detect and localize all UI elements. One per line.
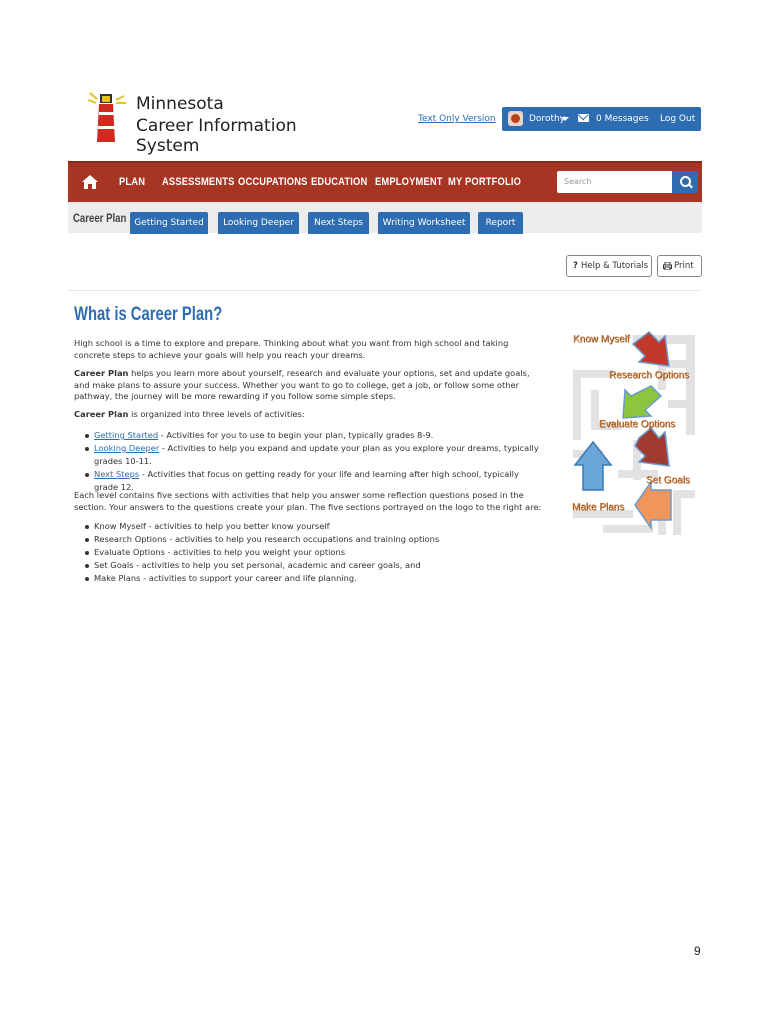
mcis-logo[interactable] [84, 90, 344, 156]
page-number: 9 [694, 944, 701, 958]
divider [68, 290, 702, 291]
help-tutorials-label: Help & Tutorials [581, 261, 649, 271]
list-item: Research Options - activities to help you research occupations and training options [84, 533, 544, 546]
list-item: Make Plans - activities to support your career and life planning. [84, 572, 544, 585]
page-title: What is Career Plan? [74, 304, 223, 325]
research-options-label: Research Options [609, 370, 690, 381]
home-icon[interactable] [82, 175, 98, 189]
level-description: - Activities that focus on getting ready for your life and learning after high school, typically grade 12. [94, 469, 519, 492]
user-menu-button[interactable]: Dorothy [529, 114, 566, 124]
messages-link[interactable]: 0 Messages [596, 114, 649, 124]
level-description: - Activities to help you expand and update your plan as you explore your dreams, typically grades 10-11. [94, 443, 539, 466]
level-description: - Activities for you to use to begin your plan, typically grades 8-9. [158, 430, 434, 440]
career-plan-bold: Career Plan [74, 368, 129, 378]
print-label: Print [674, 261, 694, 271]
question-icon: ? [573, 261, 578, 271]
tab-getting-started[interactable]: Getting Started [130, 212, 208, 234]
logo-title-line1: Minnesota [136, 94, 224, 114]
tab-report[interactable]: Report [478, 212, 523, 234]
nav-employment[interactable]: EMPLOYMENT [375, 176, 443, 188]
list-item [84, 442, 544, 468]
search-button[interactable] [672, 171, 698, 193]
make-plans-label: Make Plans [572, 502, 625, 513]
sections-list [84, 520, 544, 585]
user-bar [502, 107, 701, 131]
envelope-icon[interactable] [578, 114, 589, 122]
evaluate-options-label: Evaluate Options [599, 419, 676, 430]
levels-intro [74, 409, 544, 421]
nav-assessments[interactable]: ASSESSMENTS [162, 176, 235, 188]
tab-next-steps[interactable]: Next Steps [308, 212, 369, 234]
chevron-down-icon[interactable] [561, 117, 569, 121]
looking-deeper-link[interactable]: Looking Deeper [94, 443, 160, 453]
tab-looking-deeper[interactable]: Looking Deeper [218, 212, 299, 234]
sections-intro: Each level contains five sections with activities that help you answer some reflection questions posed in the section. Your answers to the questions create your plan. The five sections portrayed on the logo to the right are: [74, 490, 542, 512]
intro-paragraph: High school is a time to explore and prepare. Thinking about what you want from high school and taking concrete steps to achieve your goals will help you reach your dreams. [74, 338, 509, 360]
search-input[interactable] [557, 171, 672, 193]
nav-occupations[interactable]: OCCUPATIONS [238, 176, 308, 188]
list-item [84, 429, 544, 442]
career-plan-graphic [573, 330, 697, 540]
logo-title-line2: Career Information System [136, 116, 297, 156]
section-label: Career Plan [73, 211, 127, 225]
nav-my-portfolio[interactable]: MY PORTFOLIO [448, 176, 522, 188]
getting-started-link[interactable]: Getting Started [94, 430, 159, 440]
levels-list [84, 429, 544, 494]
printer-icon [663, 262, 672, 270]
print-button[interactable] [657, 255, 702, 277]
logout-button[interactable]: Log Out [660, 114, 696, 124]
tab-writing-worksheet[interactable]: Writing Worksheet [378, 212, 470, 234]
career-plan-bold: Career Plan [74, 409, 129, 419]
next-steps-link[interactable]: Next Steps [94, 469, 140, 479]
nav-education[interactable]: EDUCATION [311, 176, 368, 188]
know-myself-label: Know Myself [573, 334, 630, 345]
list-item: Know Myself - activities to help you better know yourself [84, 520, 544, 533]
career-plan-description [74, 368, 544, 403]
levels-intro-text: is organized into three levels of activities: [128, 409, 305, 419]
career-plan-description-text: helps you learn more about yourself, research and evaluate your options, set and update goals, and make plans to assure your success. Whether you want to go to college, get a job, or follow some other pathway, the journey will be more rewarding if you follow some simple steps. [74, 368, 530, 401]
help-tutorials-button[interactable] [566, 255, 652, 277]
text-only-version-link[interactable]: Text Only Version [418, 114, 496, 124]
nav-plan[interactable]: PLAN [119, 176, 146, 188]
lighthouse-icon [84, 90, 128, 145]
search-placeholder: Search [564, 177, 592, 186]
list-item: Set Goals - activities to help you set personal, academic and career goals, and [84, 559, 544, 572]
avatar[interactable] [508, 111, 523, 126]
set-goals-label: Set Goals [646, 475, 690, 486]
sub-nav [68, 202, 702, 233]
main-nav [68, 161, 702, 202]
list-item: Evaluate Options - activities to help you weight your options [84, 546, 544, 559]
